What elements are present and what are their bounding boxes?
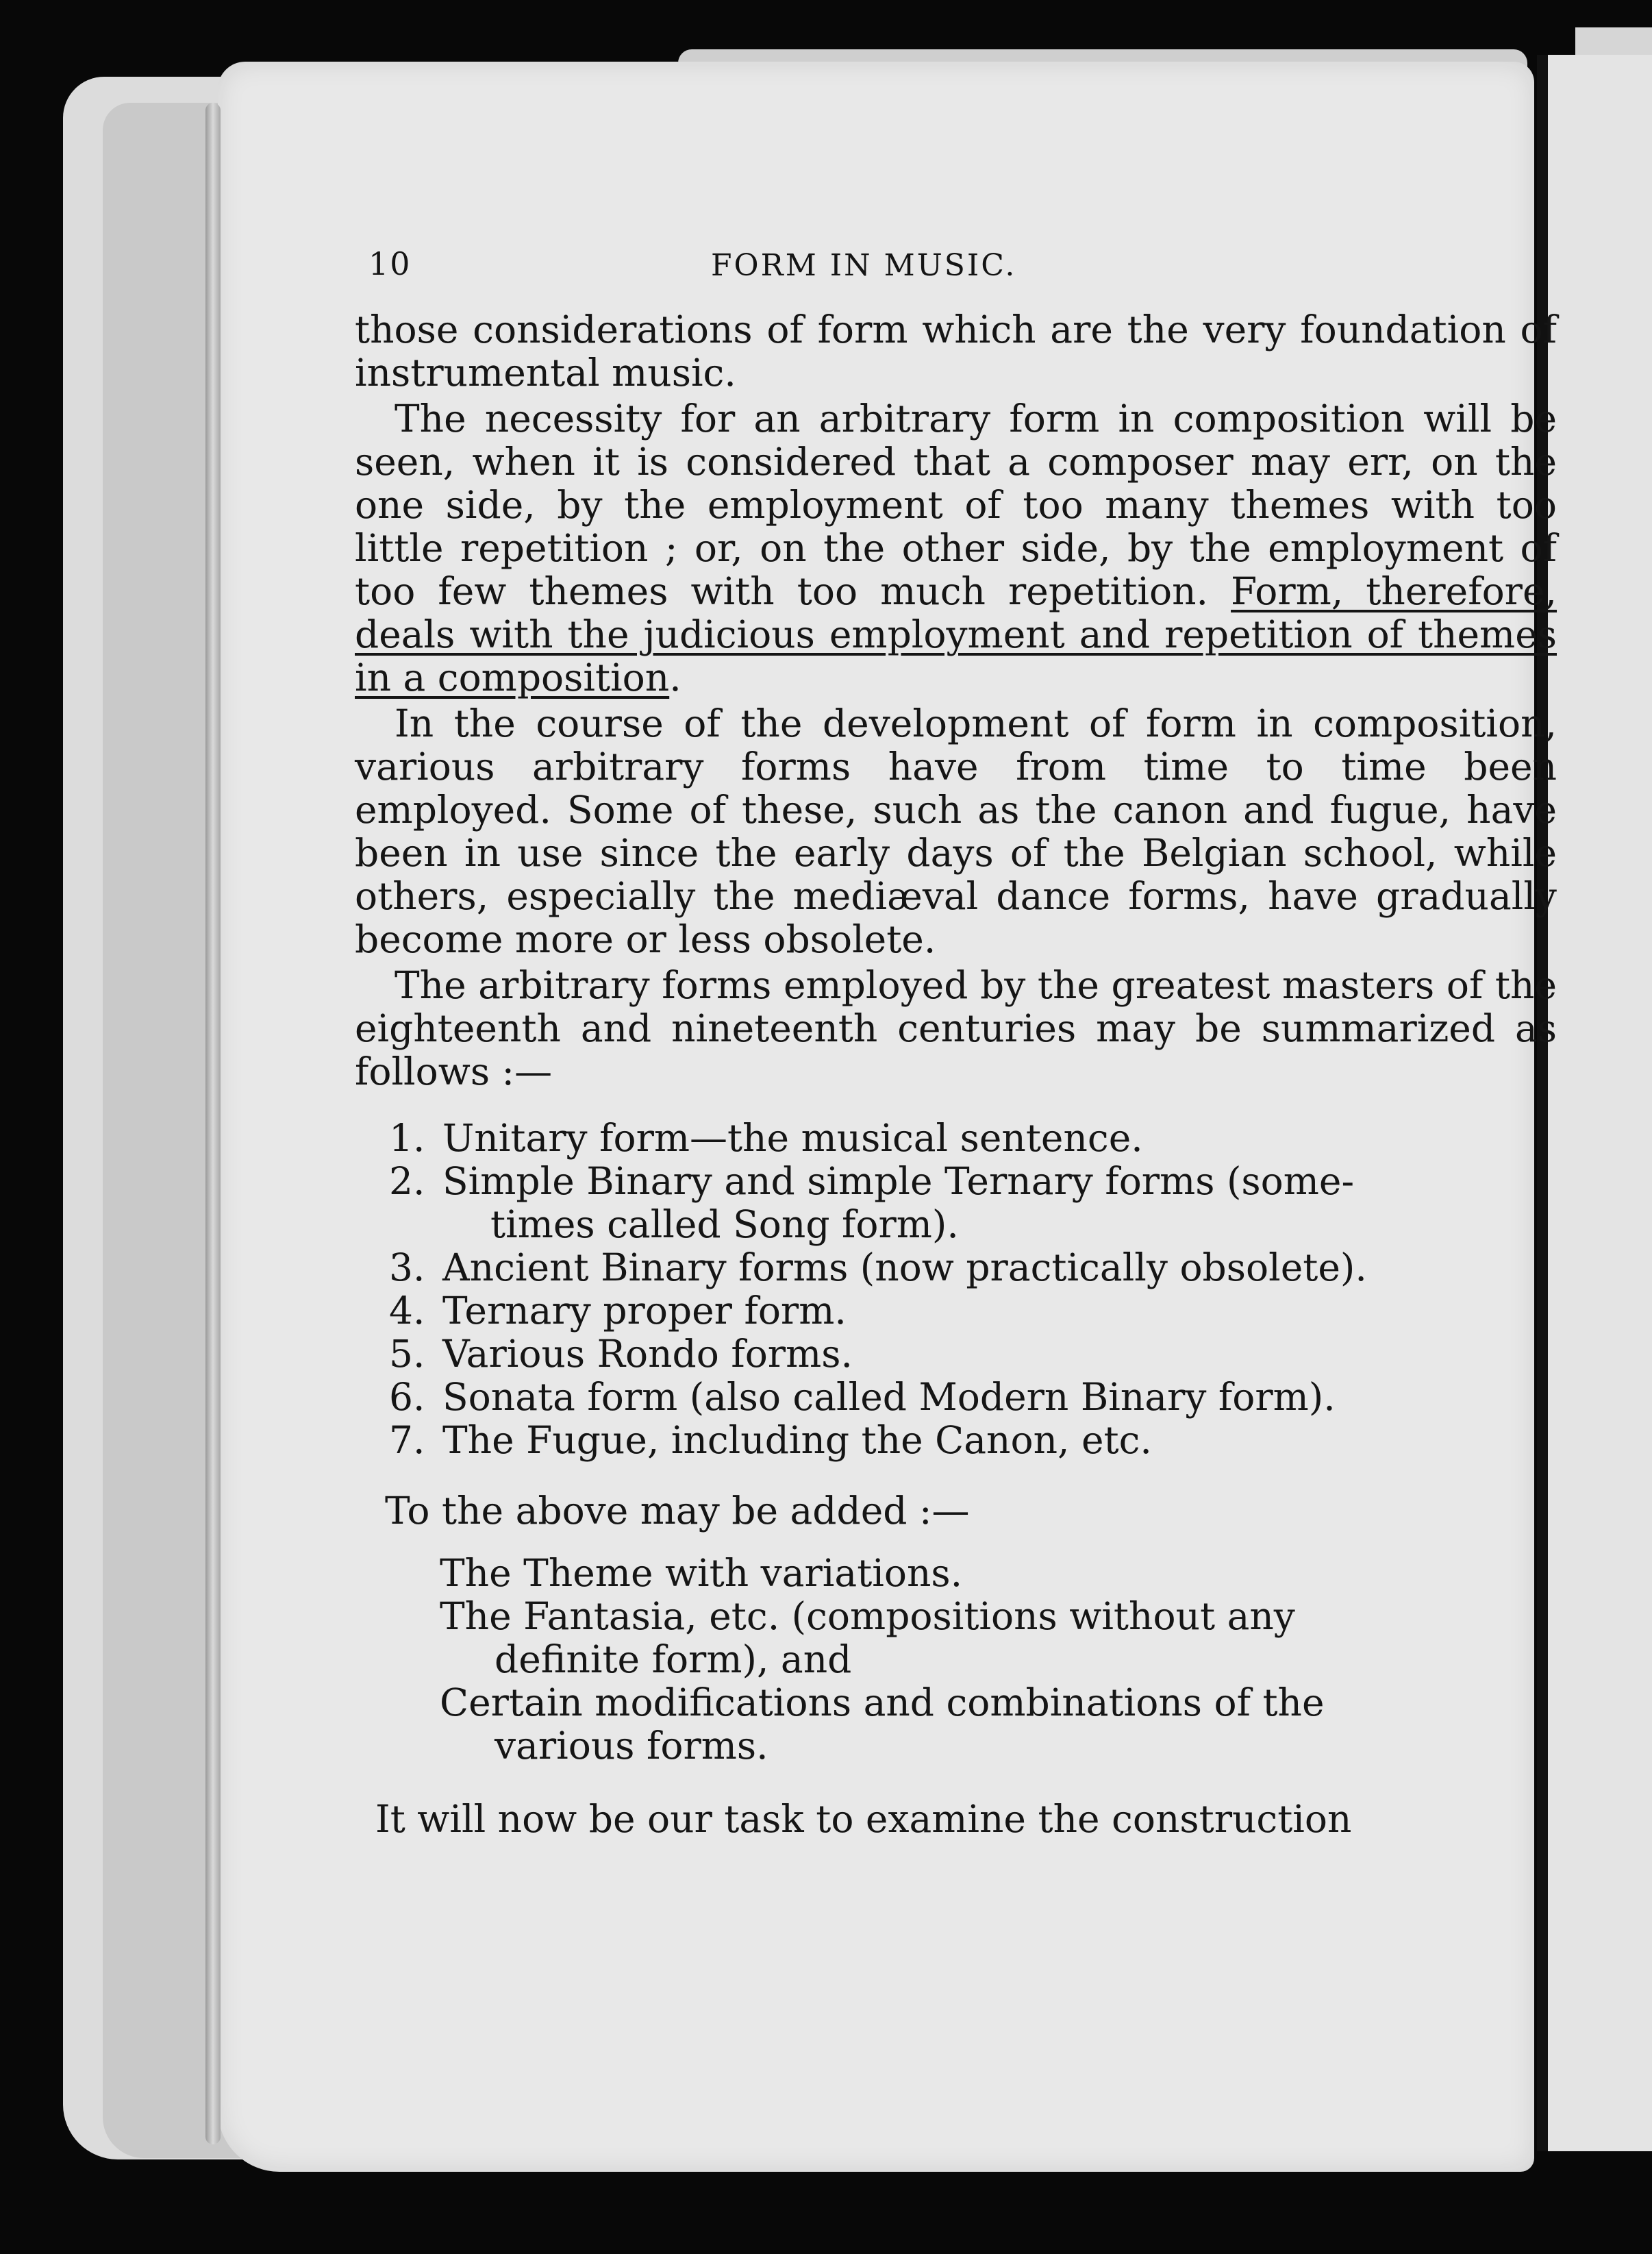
list-item-text: Unitary form—the musical sentence. bbox=[442, 1116, 1143, 1160]
page-number: 10 bbox=[368, 245, 412, 282]
list-item-text: Simple Binary and simple Ternary forms (some- bbox=[442, 1159, 1355, 1203]
paragraph-1: those considerations of form which are the very foundation of instrumental music. bbox=[355, 308, 1557, 395]
list-item-text: The Theme with variations. bbox=[440, 1551, 963, 1595]
list-item-text: The Fugue, including the Canon, etc. bbox=[442, 1418, 1152, 1462]
underlined-definition: Form, therefore, deals with the judicious employment and repetition of themes in a composition bbox=[355, 569, 1557, 699]
list-item-continuation: various forms. bbox=[495, 1724, 768, 1768]
paragraph-2-end: . bbox=[669, 656, 681, 699]
list-item-text: Sonata form (also called Modern Binary form). bbox=[442, 1375, 1336, 1419]
list-item bbox=[355, 1681, 1557, 1768]
list-item-number: 6. bbox=[389, 1375, 425, 1419]
book-page bbox=[218, 62, 1557, 2172]
running-head bbox=[218, 245, 1534, 286]
added-intro: To the above may be added :— bbox=[385, 1489, 970, 1533]
list-item-number: 7. bbox=[389, 1418, 425, 1462]
list-item bbox=[355, 1160, 1557, 1246]
list-item-continuation: definite form), and bbox=[495, 1637, 852, 1681]
list-item-text: The Fantasia, etc. (compositions without any bbox=[440, 1594, 1295, 1638]
list-item bbox=[355, 1376, 1557, 1419]
page-spine-shadow bbox=[205, 103, 221, 2144]
list-item-number: 1. bbox=[389, 1116, 425, 1160]
list-item bbox=[355, 1333, 1557, 1376]
list-item bbox=[355, 1246, 1557, 1289]
paragraph-2-start: The necessity for an arbitrary form in composition will be seen, when it is considered that a composer may err, on the one side, by the employment of too many themes with too little repetition ; or, on the other side, by the employment of too few themes with too much repetition. bbox=[355, 397, 1557, 613]
closing-line: It will now be our task to examine the construction bbox=[375, 1797, 1352, 1841]
list-item bbox=[355, 1117, 1557, 1160]
list-item-number: 5. bbox=[389, 1332, 425, 1376]
list-item-text: Ternary proper form. bbox=[442, 1289, 847, 1333]
list-item-continuation: times called Song form). bbox=[490, 1202, 959, 1246]
list-item bbox=[355, 1289, 1557, 1333]
list-item bbox=[355, 1419, 1557, 1462]
paragraph-3: In the course of the development of form in composition, various arbitrary forms have from time to time been employed. Some of these, such as the canon and fugue, have been in use since the early days of the Belgian school, while others, especially the mediæval dance forms, have gradually become more or less obsolete. bbox=[355, 702, 1557, 961]
list-item-number: 4. bbox=[389, 1289, 425, 1333]
list-item-text: Certain modifications and combinations of the bbox=[440, 1681, 1325, 1724]
running-title: FORM IN MUSIC. bbox=[711, 248, 1017, 283]
list-item-text: Various Rondo forms. bbox=[442, 1332, 853, 1376]
list-item-number: 3. bbox=[389, 1246, 425, 1289]
forms-list bbox=[355, 1117, 1557, 1462]
list-item-text: Ancient Binary forms (now practically obsolete). bbox=[442, 1246, 1367, 1289]
paragraph-2 bbox=[355, 397, 1557, 699]
list-item bbox=[355, 1595, 1557, 1681]
list-item-number: 2. bbox=[389, 1159, 425, 1203]
paragraph-4: The arbitrary forms employed by the greatest masters of the eighteenth and nineteenth centuries may be summarized as follows :— bbox=[355, 963, 1557, 1093]
added-list bbox=[355, 1552, 1557, 1768]
list-item bbox=[355, 1552, 1557, 1595]
page-body bbox=[355, 308, 1557, 1844]
